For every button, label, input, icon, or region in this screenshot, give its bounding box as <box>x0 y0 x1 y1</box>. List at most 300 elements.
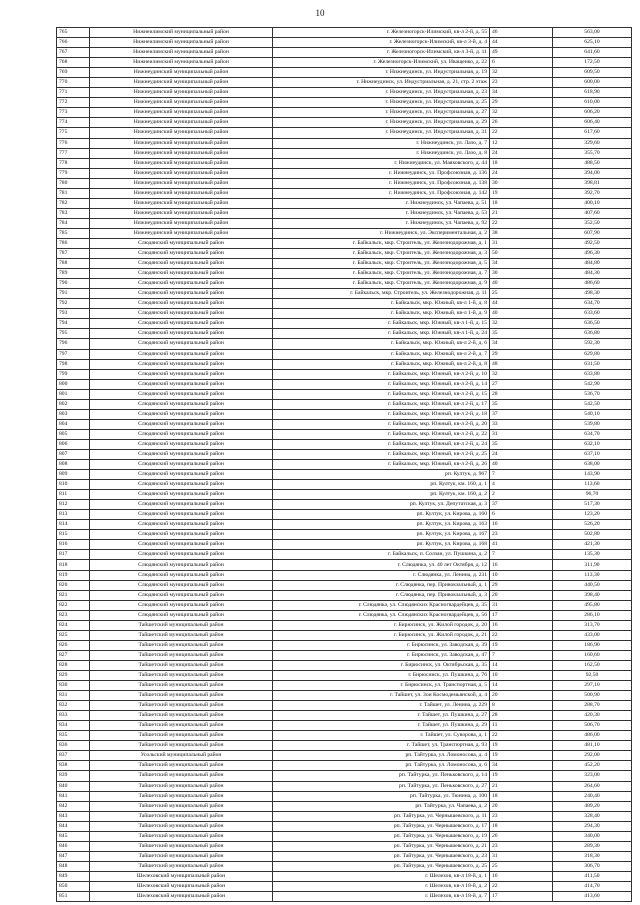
address: рп. Култук, км. 160, д. 1 <box>273 480 490 490</box>
district-name: Слюдянский муниципальный район <box>90 319 273 329</box>
address: рп. Тайтурка, ул. Ломоносова, д. 4 <box>273 751 490 761</box>
row-number: 789 <box>57 269 90 279</box>
address: г. Бирюсинск, ул. Пушкина, д. 76 <box>273 671 490 681</box>
address: г. Бирюсинск, ул. Октябрьская, д. 35 <box>273 660 490 670</box>
area-value: 240,40 <box>553 791 632 801</box>
table-row <box>57 369 632 379</box>
area-value: 631,50 <box>553 359 632 369</box>
count-value: 22 <box>490 630 553 640</box>
table-row <box>57 590 632 600</box>
table-row <box>57 650 632 660</box>
table-row <box>57 741 632 751</box>
row-number: 775 <box>57 128 90 138</box>
area-value: 352,50 <box>553 218 632 228</box>
count-value: 20 <box>490 801 553 811</box>
row-number: 841 <box>57 791 90 801</box>
row-number: 798 <box>57 359 90 369</box>
count-value: 22 <box>490 128 553 138</box>
area-value: 517,30 <box>553 500 632 510</box>
district-name: Нижнеудинский муниципальный район <box>90 128 273 138</box>
district-name: Тайшетский муниципальный район <box>90 721 273 731</box>
address: г. Нижнеудинск, ул. Маяковского, д. 44 <box>273 158 490 168</box>
address: г. Байкальск, мкр. Южный, кв-л 2-й, д. 15 <box>273 389 490 399</box>
row-number: 797 <box>57 349 90 359</box>
count-value: 26 <box>490 831 553 841</box>
row-number: 765 <box>57 28 90 38</box>
row-number: 792 <box>57 299 90 309</box>
district-name: Тайшетский муниципальный район <box>90 731 273 741</box>
table-row <box>57 439 632 449</box>
row-number: 837 <box>57 751 90 761</box>
row-number: 793 <box>57 309 90 319</box>
area-value: 633,60 <box>553 309 632 319</box>
count-value: 17 <box>490 892 553 902</box>
address: г. Слюдянка, ул. 40 лет Октября, д. 12 <box>273 560 490 570</box>
district-name: Шелеховский муниципальный район <box>90 881 273 891</box>
table-row <box>57 168 632 178</box>
area-value: 306,70 <box>553 861 632 871</box>
address: г. Байкальск, мкр. Южный, кв-л 2-й, д. 20 <box>273 419 490 429</box>
table-row <box>57 249 632 259</box>
area-value: 297,10 <box>553 681 632 691</box>
table-row <box>57 228 632 238</box>
row-number: 811 <box>57 490 90 500</box>
district-name: Слюдянский муниципальный район <box>90 269 273 279</box>
count-value: 20 <box>490 590 553 600</box>
table-row <box>57 811 632 821</box>
district-name: Нижнеудинский муниципальный район <box>90 118 273 128</box>
area-value: 542,50 <box>553 399 632 409</box>
table-row <box>57 359 632 369</box>
count-value: 23 <box>490 811 553 821</box>
address: рп. Тайтурка, ул. Чернышевского, д. 11 <box>273 811 490 821</box>
address: г. Тайшет, ул. Зои Космодемьянской, д. 4 <box>273 691 490 701</box>
district-name: Слюдянский муниципальный район <box>90 329 273 339</box>
row-number: 787 <box>57 249 90 259</box>
area-value: 113,60 <box>553 480 632 490</box>
row-number: 840 <box>57 781 90 791</box>
area-value: 313,70 <box>553 620 632 630</box>
area-value: 484,80 <box>553 259 632 269</box>
area-value: 292,00 <box>553 751 632 761</box>
row-number: 824 <box>57 620 90 630</box>
district-name: Слюдянский муниципальный район <box>90 580 273 590</box>
table-row <box>57 470 632 480</box>
row-number: 767 <box>57 48 90 58</box>
district-name: Слюдянский муниципальный район <box>90 449 273 459</box>
address: рп. Култук, км. 160, д. 2 <box>273 490 490 500</box>
count-value: 10 <box>490 671 553 681</box>
area-value: 481,10 <box>553 741 632 751</box>
area-value: 96,70 <box>553 490 632 500</box>
address: г. Байкальск, мкр. Южный, кв-л 2-й, д. 14 <box>273 379 490 389</box>
row-number: 831 <box>57 691 90 701</box>
area-value: 540,10 <box>553 409 632 419</box>
district-name: Нижнеудинский муниципальный район <box>90 68 273 78</box>
count-value: 35 <box>490 399 553 409</box>
area-value: 413,60 <box>553 892 632 902</box>
district-name: Нижнеудинский муниципальный район <box>90 148 273 158</box>
row-number: 816 <box>57 540 90 550</box>
count-value: 18 <box>490 158 553 168</box>
district-name: Слюдянский муниципальный район <box>90 309 273 319</box>
area-value: 606,40 <box>553 118 632 128</box>
row-number: 810 <box>57 480 90 490</box>
count-value: 20 <box>490 691 553 701</box>
count-value: 31 <box>490 600 553 610</box>
count-value: 48 <box>490 359 553 369</box>
row-number: 838 <box>57 761 90 771</box>
table-row <box>57 38 632 48</box>
row-number: 784 <box>57 218 90 228</box>
count-value: 22 <box>490 218 553 228</box>
area-value: 592,30 <box>553 339 632 349</box>
address: г. Байкальск, мкр. Южный, кв-л 2-й, д. 10 <box>273 369 490 379</box>
area-value: 536,70 <box>553 389 632 399</box>
table-row <box>57 781 632 791</box>
count-value: 29 <box>490 98 553 108</box>
area-value: 539,80 <box>553 419 632 429</box>
count-value: 6 <box>490 510 553 520</box>
area-value: 135,30 <box>553 550 632 560</box>
count-value: 44 <box>490 38 553 48</box>
address: г. Слюдянка, ул. Ленина, д. 231 <box>273 570 490 580</box>
table-row <box>57 309 632 319</box>
address: г. Железногорск-Илимский, кв-л 2-й, д. 55 <box>273 28 490 38</box>
address: г. Байкальск, п. Солзан, ул. Пушкина, д. 2 <box>273 550 490 560</box>
address: г. Байкальск, мкр. Южный, кв-л 2-й, д. 24 <box>273 439 490 449</box>
table-row <box>57 98 632 108</box>
table-row <box>57 560 632 570</box>
address: г. Бирюсинск, ул. Жилой городок, д. 20 <box>273 620 490 630</box>
district-name: Слюдянский муниципальный район <box>90 419 273 429</box>
area-value: 311,90 <box>553 560 632 570</box>
row-number: 832 <box>57 701 90 711</box>
row-number: 803 <box>57 409 90 419</box>
table-row <box>57 570 632 580</box>
table-row <box>57 711 632 721</box>
count-value: 11 <box>490 721 553 731</box>
area-value: 288,70 <box>553 701 632 711</box>
count-value: 32 <box>490 319 553 329</box>
district-name: Нижнеилимский муниципальный район <box>90 28 273 38</box>
district-name: Тайшетский муниципальный район <box>90 701 273 711</box>
address: г. Шелехов, кв-л 18-й, д. 1 <box>273 871 490 881</box>
row-number: 796 <box>57 339 90 349</box>
row-number: 822 <box>57 600 90 610</box>
address: г. Байкальск, мкр. Южный, кв-л 2-й, д. 25 <box>273 449 490 459</box>
count-value: 8 <box>490 701 553 711</box>
area-value: 407,60 <box>553 208 632 218</box>
address: г. Байкальск, мкр. Южный, кв-л 2-й, д. 26 <box>273 460 490 470</box>
table-row <box>57 731 632 741</box>
count-value: 31 <box>490 851 553 861</box>
address: г. Бирюсинск, ул. Транспортная, д. 5 <box>273 681 490 691</box>
district-name: Слюдянский муниципальный район <box>90 480 273 490</box>
count-value: 40 <box>490 279 553 289</box>
district-name: Шелеховский муниципальный район <box>90 871 273 881</box>
area-value: 264,60 <box>553 781 632 791</box>
row-number: 843 <box>57 811 90 821</box>
address: г. Слюдянка, пер. Привокзальный, д. 1 <box>273 580 490 590</box>
district-name: Тайшетский муниципальный район <box>90 620 273 630</box>
row-number: 818 <box>57 560 90 570</box>
district-name: Нижнеудинский муниципальный район <box>90 158 273 168</box>
address: г. Железногорск-Илимский, кв-л 3-й, д. 4 <box>273 38 490 48</box>
area-value: 160,60 <box>553 650 632 660</box>
registry-table-body <box>57 28 632 902</box>
address: рп. Тайтурка, ул. Тюнина, д. 100 <box>273 791 490 801</box>
district-name: Тайшетский муниципальный район <box>90 811 273 821</box>
area-value: 92,50 <box>553 671 632 681</box>
table-row <box>57 892 632 902</box>
district-name: Нижнеилимский муниципальный район <box>90 48 273 58</box>
row-number: 849 <box>57 871 90 881</box>
area-value: 488,50 <box>553 158 632 168</box>
district-name: Нижнеудинский муниципальный район <box>90 228 273 238</box>
table-row <box>57 500 632 510</box>
address: рп. Култук, ул. Кирова, д. 163 <box>273 520 490 530</box>
row-number: 778 <box>57 158 90 168</box>
area-value: 329,60 <box>553 138 632 148</box>
area-value: 498,30 <box>553 289 632 299</box>
table-row <box>57 701 632 711</box>
area-value: 286,10 <box>553 610 632 620</box>
row-number: 830 <box>57 681 90 691</box>
row-number: 808 <box>57 460 90 470</box>
table-row <box>57 480 632 490</box>
district-name: Тайшетский муниципальный район <box>90 851 273 861</box>
address: г. Нижнеудинск, ул. Экспериментальная, д. 2 <box>273 228 490 238</box>
area-value: 452,20 <box>553 761 632 771</box>
address: г. Нижнеудинск, ул. Чапаева, д. 92 <box>273 218 490 228</box>
count-value: 32 <box>490 108 553 118</box>
district-name: Тайшетский муниципальный район <box>90 781 273 791</box>
row-number: 821 <box>57 590 90 600</box>
row-number: 851 <box>57 892 90 902</box>
address: рп. Култук, ул. Кирова, д. 167 <box>273 530 490 540</box>
address: г. Байкальск, мкр. Южный, кв-л 1-й, д. 15 <box>273 319 490 329</box>
table-row <box>57 761 632 771</box>
count-value: 34 <box>490 339 553 349</box>
table-row <box>57 630 632 640</box>
count-value: 35 <box>490 329 553 339</box>
row-number: 845 <box>57 831 90 841</box>
row-number: 847 <box>57 851 90 861</box>
address: г. Байкальск, мкр. Южный, кв-л 1-й, д. 24 <box>273 329 490 339</box>
table-row <box>57 620 632 630</box>
address: г. Бирюсинск, ул. Жилой городок, д. 21 <box>273 630 490 640</box>
row-number: 817 <box>57 550 90 560</box>
row-number: 788 <box>57 259 90 269</box>
count-value: 21 <box>490 208 553 218</box>
area-value: 394,00 <box>553 168 632 178</box>
district-name: Нижнеудинский муниципальный район <box>90 88 273 98</box>
row-number: 828 <box>57 660 90 670</box>
address: г. Нижнеудинск, ул. Лазо, д. 7 <box>273 138 490 148</box>
district-name: Нижнеудинский муниципальный район <box>90 198 273 208</box>
area-value: 607,90 <box>553 228 632 238</box>
count-value: 16 <box>490 560 553 570</box>
address: рп. Тайтурка, ул. Чернышевского, д. 21 <box>273 841 490 851</box>
area-value: 610,00 <box>553 98 632 108</box>
table-row <box>57 721 632 731</box>
count-value: 46 <box>490 28 553 38</box>
address: г. Нижнеудинск, ул. Индустриальная, д. 25 <box>273 98 490 108</box>
row-number: 844 <box>57 821 90 831</box>
address: г. Слюдянка, ул. Слюдянских Красногвардейцев, д. 35 <box>273 600 490 610</box>
address: г. Нижнеудинск, ул. Индустриальная, д. 27 <box>273 108 490 118</box>
address: г. Нижнеудинск, ул. Чапаева, д. 51 <box>273 198 490 208</box>
address: г. Железногорск-Илимский, кв-л 3-й, д. 11 <box>273 48 490 58</box>
row-number: 801 <box>57 389 90 399</box>
count-value: 26 <box>490 118 553 128</box>
area-value: 634,70 <box>553 299 632 309</box>
district-name: Слюдянский муниципальный район <box>90 429 273 439</box>
district-name: Слюдянский муниципальный район <box>90 610 273 620</box>
table-row <box>57 801 632 811</box>
table-row <box>57 178 632 188</box>
district-name: Слюдянский муниципальный район <box>90 238 273 248</box>
count-value: 40 <box>490 460 553 470</box>
address: г. Нижнеудинск, ул. Индустриальная, д. 23 <box>273 88 490 98</box>
district-name: Тайшетский муниципальный район <box>90 640 273 650</box>
table-row <box>57 78 632 88</box>
address: г. Тайшет, ул. Транспортная, д. 93 <box>273 741 490 751</box>
table-row <box>57 279 632 289</box>
row-number: 809 <box>57 470 90 480</box>
district-name: Тайшетский муниципальный район <box>90 841 273 851</box>
district-name: Тайшетский муниципальный район <box>90 660 273 670</box>
address: г. Тайшет, ул. Пушкина, д. 27 <box>273 711 490 721</box>
table-row <box>57 148 632 158</box>
district-name: Слюдянский муниципальный район <box>90 510 273 520</box>
address: рп. Култук, ул. Кирова, д. 160 <box>273 510 490 520</box>
address: г. Нижнеудинск, ул. Индустриальная, д. 31 <box>273 128 490 138</box>
district-name: Тайшетский муниципальный район <box>90 630 273 640</box>
table-row <box>57 460 632 470</box>
address: г. Байкальск, мкр. Южный, кв-л 2-й, д. 8 <box>273 359 490 369</box>
address: рп. Култук, д. 967 <box>273 470 490 480</box>
district-name: Тайшетский муниципальный район <box>90 861 273 871</box>
address: г. Байкальск, мкр. Строитель, ул. Железнодорожная, д. 7 <box>273 269 490 279</box>
count-value: 41 <box>490 540 553 550</box>
count-value: 50 <box>490 249 553 259</box>
address: рп. Тайтурка, ул. Ломоносова, д. 6 <box>273 761 490 771</box>
area-value: 398,40 <box>553 590 632 600</box>
area-value: 489,20 <box>553 801 632 811</box>
count-value: 29 <box>490 580 553 590</box>
district-name: Тайшетский муниципальный район <box>90 791 273 801</box>
housing-registry-table <box>56 27 632 902</box>
district-name: Тайшетский муниципальный район <box>90 761 273 771</box>
count-value: 19 <box>490 188 553 198</box>
count-value: 7 <box>490 470 553 480</box>
count-value: 17 <box>490 610 553 620</box>
district-name: Слюдянский муниципальный район <box>90 389 273 399</box>
table-row <box>57 831 632 841</box>
address: г. Байкальск, мкр. Южный, кв-л 2-й, д. 7 <box>273 349 490 359</box>
count-value: 35 <box>490 439 553 449</box>
address: г. Байкальск, мкр. Строитель, ул. Железнодорожная, д. 3 <box>273 249 490 259</box>
address: г. Байкальск, мкр. Южный, кв-л 1-й, д. 8 <box>273 299 490 309</box>
table-row <box>57 751 632 761</box>
row-number: 813 <box>57 510 90 520</box>
district-name: Нижнеилимский муниципальный район <box>90 58 273 68</box>
area-value: 484,30 <box>553 269 632 279</box>
area-value: 172,50 <box>553 58 632 68</box>
area-value: 637,10 <box>553 449 632 459</box>
row-number: 836 <box>57 741 90 751</box>
district-name: Слюдянский муниципальный район <box>90 530 273 540</box>
district-name: Слюдянский муниципальный район <box>90 490 273 500</box>
table-row <box>57 68 632 78</box>
count-value: 16 <box>490 871 553 881</box>
district-name: Слюдянский муниципальный район <box>90 409 273 419</box>
address: рп. Тайтурка, ул. Чапаева, д. 2 <box>273 801 490 811</box>
area-value: 392,70 <box>553 188 632 198</box>
district-name: Слюдянский муниципальный район <box>90 369 273 379</box>
row-number: 839 <box>57 771 90 781</box>
area-value: 289,30 <box>553 841 632 851</box>
count-value: 33 <box>490 419 553 429</box>
table-row <box>57 138 632 148</box>
district-name: Слюдянский муниципальный район <box>90 339 273 349</box>
table-row <box>57 108 632 118</box>
area-value: 617,60 <box>553 128 632 138</box>
row-number: 823 <box>57 610 90 620</box>
row-number: 802 <box>57 399 90 409</box>
table-row <box>57 58 632 68</box>
count-value: 25 <box>490 861 553 871</box>
row-number: 814 <box>57 520 90 530</box>
table-row <box>57 861 632 871</box>
row-number: 768 <box>57 58 90 68</box>
count-value: 7 <box>490 650 553 660</box>
count-value: 19 <box>490 771 553 781</box>
row-number: 848 <box>57 861 90 871</box>
count-value: 6 <box>490 58 553 68</box>
count-value: 31 <box>490 238 553 248</box>
row-number: 779 <box>57 168 90 178</box>
row-number: 766 <box>57 38 90 48</box>
row-number: 786 <box>57 238 90 248</box>
count-value: 49 <box>490 48 553 58</box>
count-value: 19 <box>490 751 553 761</box>
area-value: 634,70 <box>553 429 632 439</box>
district-name: Тайшетский муниципальный район <box>90 741 273 751</box>
district-name: Слюдянский муниципальный район <box>90 520 273 530</box>
area-value: 496,30 <box>553 249 632 259</box>
area-value: 636,50 <box>553 319 632 329</box>
count-value: 32 <box>490 68 553 78</box>
row-number: 777 <box>57 148 90 158</box>
row-number: 772 <box>57 98 90 108</box>
row-number: 785 <box>57 228 90 238</box>
district-name: Слюдянский муниципальный район <box>90 540 273 550</box>
table-row <box>57 851 632 861</box>
address: г. Нижнеудинск, ул. Профсоюзная, д. 142 <box>273 188 490 198</box>
district-name: Нижнеудинский муниципальный район <box>90 98 273 108</box>
count-value: 25 <box>490 289 553 299</box>
area-value: 638,00 <box>553 460 632 470</box>
table-row <box>57 610 632 620</box>
count-value: 38 <box>490 228 553 238</box>
district-name: Тайшетский муниципальный район <box>90 771 273 781</box>
address: рп. Тайтурка, ул. Чернышевского, д. 23 <box>273 851 490 861</box>
district-name: Слюдянский муниципальный район <box>90 600 273 610</box>
district-name: Слюдянский муниципальный район <box>90 460 273 470</box>
